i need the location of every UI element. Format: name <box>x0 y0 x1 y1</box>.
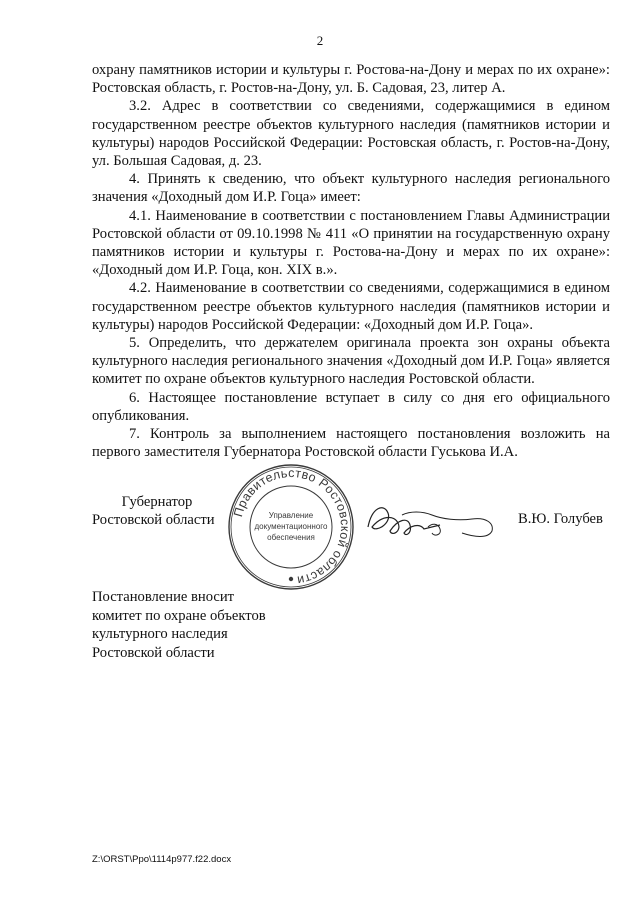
handwritten-signature <box>362 493 502 548</box>
paragraph-4-1: 4.1. Наименование в соответствии с постановлением Главы Администрации Ростовской области от 09.10.1998 № 411 «О принятии на государственную охрану памятников истории и культуры г. Ростова-на-Дону и мерах по их охране»: «Доходный дом И.Р. Гоца, кон. XIX в.». <box>92 207 610 279</box>
paragraph-5: 5. Определить, что держателем оригинала проекта зон охраны объекта культурного наследия регионального значения «Доходный дом И.Р. Гоца» является комитет по охране объектов культурного наследия Ростовской области. <box>92 335 610 388</box>
seal-outer-text: Правительство Ростовской области <box>231 465 353 588</box>
document-body <box>92 61 610 461</box>
paragraph-3-2: 3.2. Адрес в соответствии со сведениями, содержащимися в едином государственном реестре объектов культурного наследия (памятников истории и культуры) народов Российской Федерации: Ростовская область, г. Ростов-на-Дону, ул. Большая Садовая, д. 23. <box>92 98 610 170</box>
introduced-line4: Ростовской области <box>92 644 215 661</box>
signatory-title-line2: Ростовской области <box>92 512 215 529</box>
paragraph-6: 6. Настоящее постановление вступает в силу со дня его официального опубликования. <box>92 389 610 424</box>
introduced-line3: культурного наследия <box>92 626 228 643</box>
introduced-by-note <box>92 588 352 662</box>
page-number: 2 <box>316 33 324 48</box>
paragraph-4: 4. Принять к сведению, что объект культурного наследия регионального значения «Доходный дом И.Р. Гоца» имеет: <box>92 171 610 206</box>
seal-inner-line1: Управление <box>268 511 314 520</box>
seal-inner-line3: обеспечения <box>267 533 315 542</box>
paragraph-1: охрану памятников истории и культуры г. Ростова-на-Дону и мерах по их охране»: Ростовская область, г. Ростов-на-Дону, ул. Б. Садовая, 23, литер А. <box>92 62 610 97</box>
signer-name: В.Ю. Голубев <box>518 511 603 527</box>
signatory-title-line1: Губернатор <box>121 494 193 510</box>
signatory-title <box>92 493 222 529</box>
seal-inner-line2: документационного <box>254 522 328 531</box>
file-path-footer: Z:\ORST\Ppo\1114p977.f22.docx <box>92 854 232 865</box>
paragraph-4-2: 4.2. Наименование в соответствии со сведениями, содержащимися в едином государственном реестре объектов культурного наследия (памятников истории и культуры) народов Российской Федерации: «Доходный дом И.Р. Гоца». <box>92 280 610 333</box>
introduced-line1: Постановление вносит <box>92 589 235 605</box>
introduced-line2: комитет по охране объектов <box>92 607 266 624</box>
paragraph-7: 7. Контроль за выполнением настоящего постановления возложить на первого заместителя Губернатора Ростовской области Гуськова И.А. <box>92 426 610 461</box>
official-seal <box>226 462 356 592</box>
